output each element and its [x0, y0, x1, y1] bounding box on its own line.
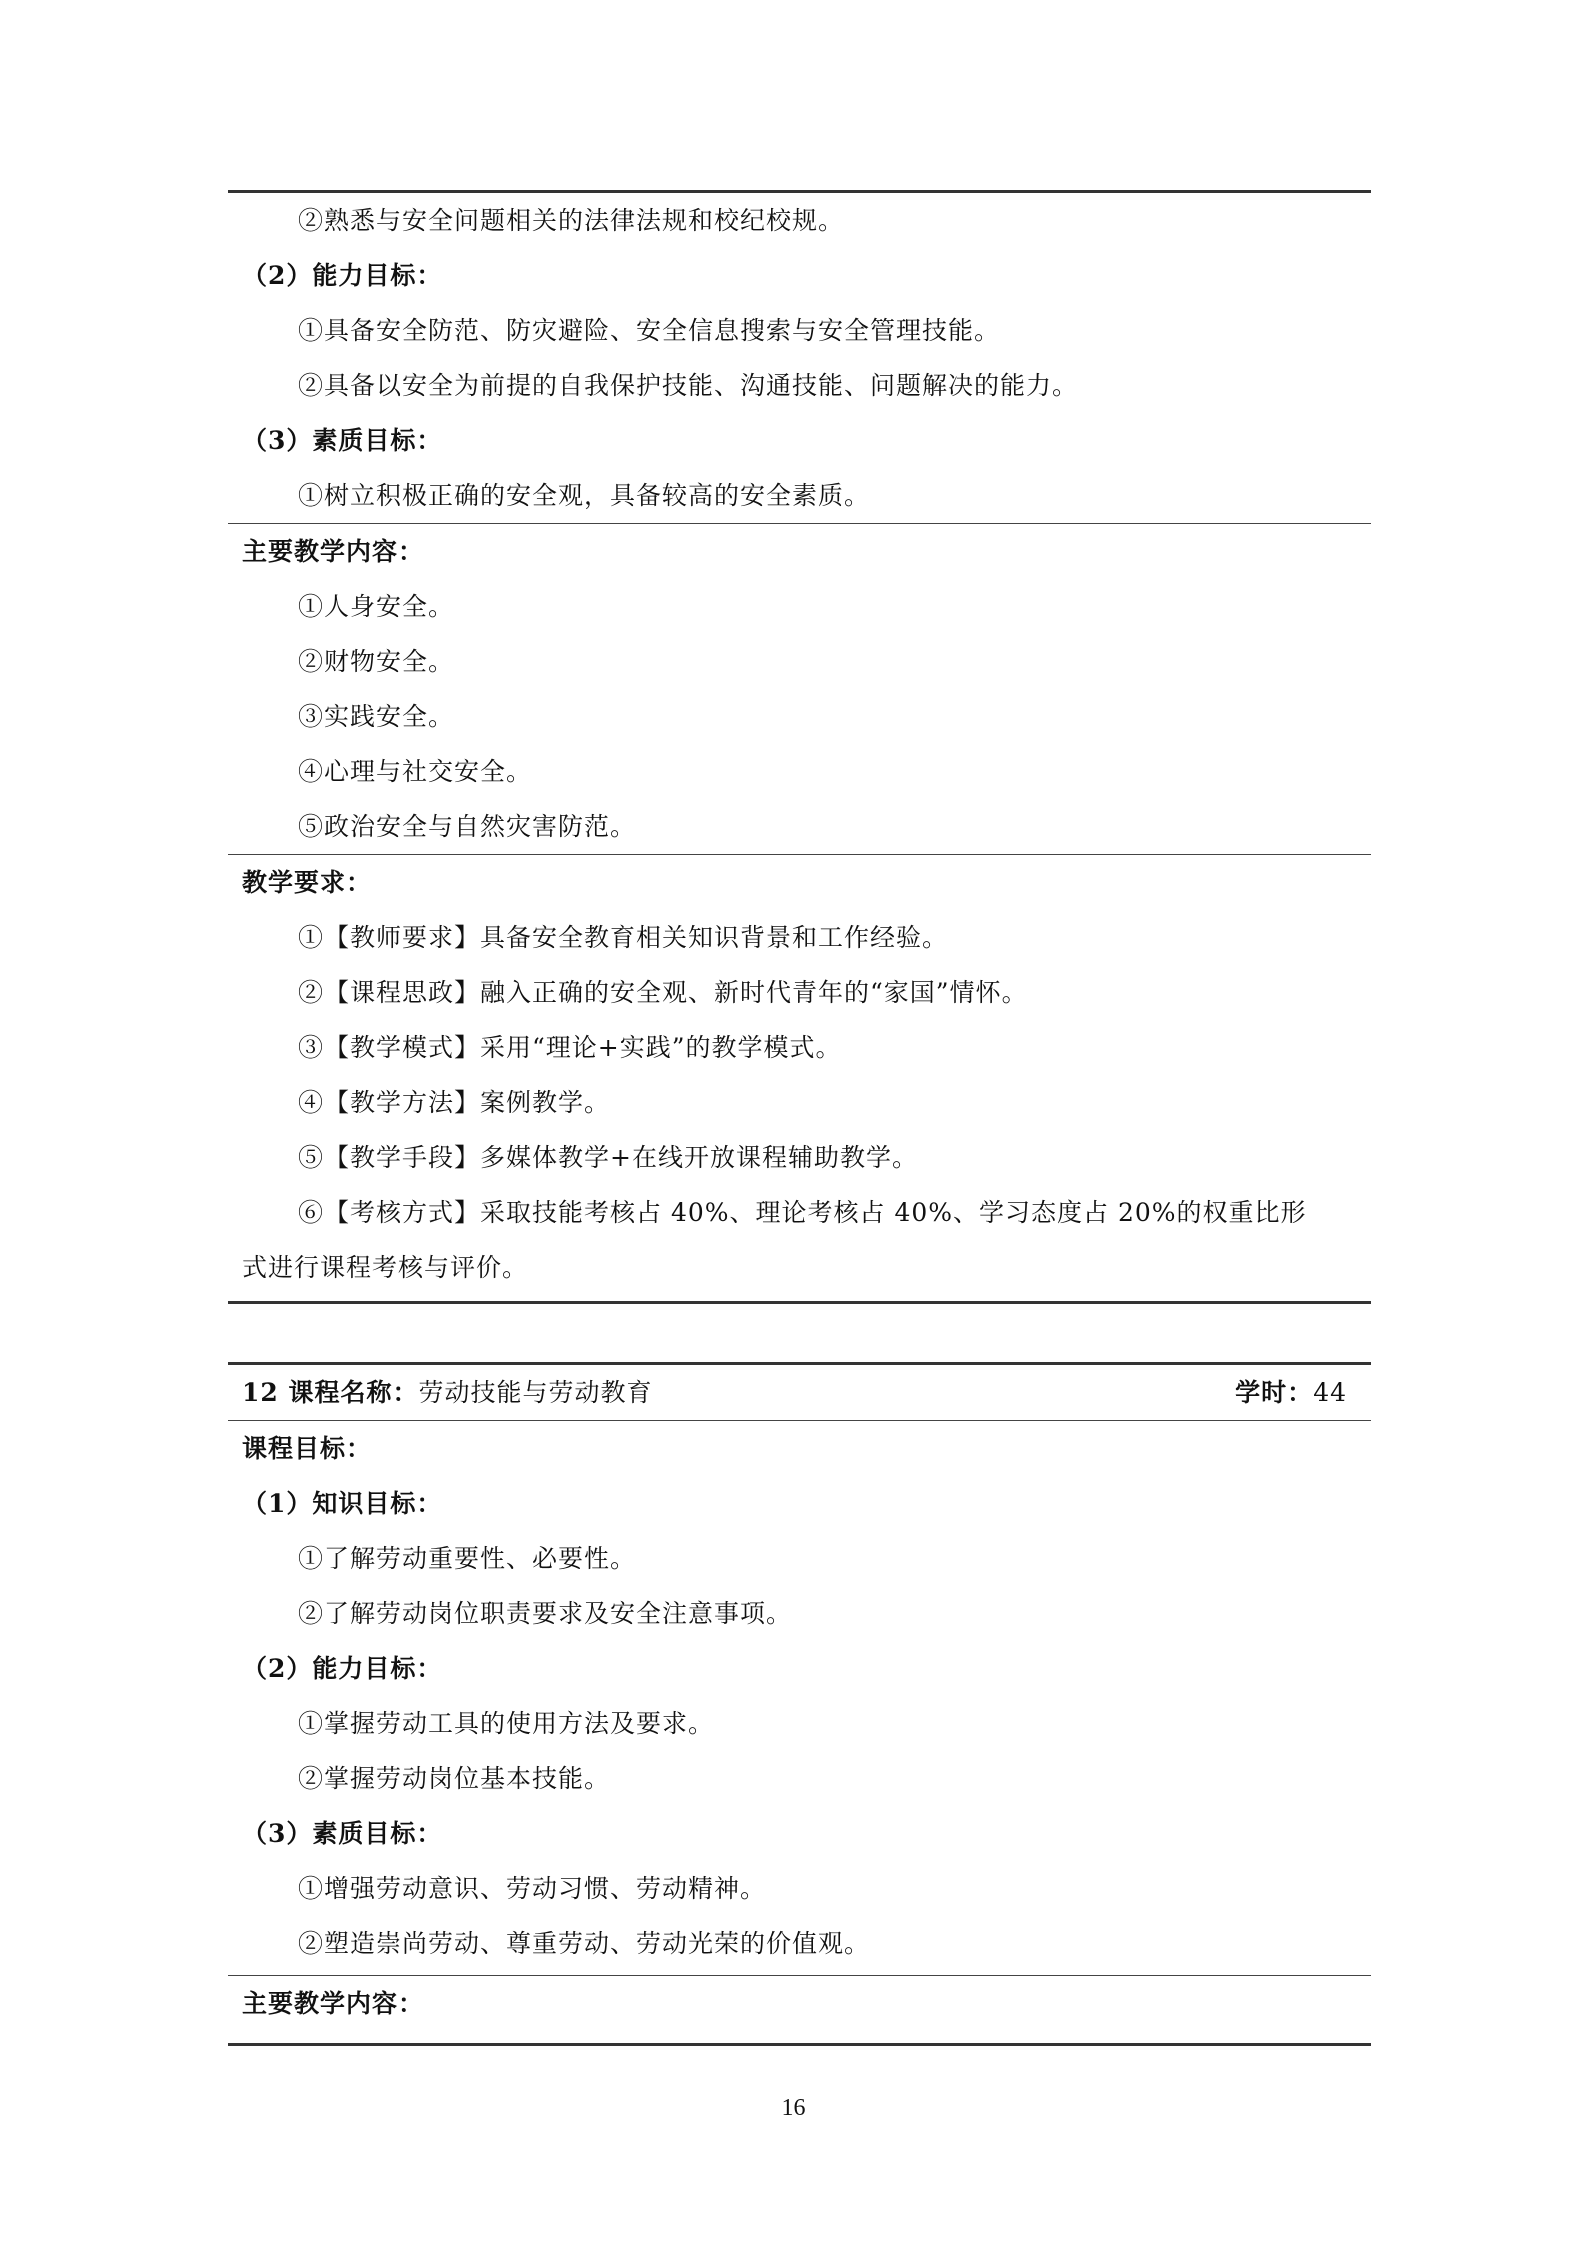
ability-item: ②掌握劳动岗位基本技能。 [298, 1764, 611, 1793]
requirement-item: ⑥【考核方式】采取技能考核占 40%、理论考核占 40%、学习态度占 20%的权重比形 [298, 1198, 1307, 1227]
knowledge-item: ①了解劳动重要性、必要性。 [298, 1544, 637, 1573]
teaching-requirements-heading: 教学要求： [242, 868, 373, 897]
course-title-row [228, 1365, 1371, 1420]
knowledge-item: ②熟悉与安全问题相关的法律法规和校纪校规。 [298, 206, 845, 235]
requirement-item: ②【课程思政】融入正确的安全观、新时代青年的“家国”情怀。 [298, 978, 1028, 1007]
knowledge-goal-heading: （1）知识目标： [242, 1489, 443, 1518]
table-gap [228, 1304, 1371, 1362]
course-hours [1235, 1365, 1347, 1420]
document-page [228, 190, 1371, 2046]
ability-item: ①掌握劳动工具的使用方法及要求。 [298, 1709, 715, 1738]
quality-goal-heading: （3）素质目标： [242, 426, 443, 455]
content-item: ②财物安全。 [298, 647, 455, 676]
teaching-content-heading: 主要教学内容： [242, 537, 425, 566]
course-goal-heading: 课程目标： [242, 1434, 373, 1463]
ability-item: ①具备安全防范、防灾避险、安全信息搜索与安全管理技能。 [298, 316, 1001, 345]
requirement-item: ③【教学模式】采用“理论+实践”的教学模式。 [298, 1033, 842, 1062]
teaching-content-heading: 主要教学内容： [242, 1989, 425, 2018]
course-name-label: 12 课程名称： [242, 1378, 419, 1407]
hours-value: 44 [1313, 1378, 1347, 1407]
ability-item: ②具备以安全为前提的自我保护技能、沟通技能、问题解决的能力。 [298, 371, 1079, 400]
content-item: ⑤政治安全与自然灾害防范。 [298, 812, 637, 841]
course-title [242, 1365, 653, 1420]
ability-goal-heading: （2）能力目标： [242, 1654, 443, 1683]
content-item: ③实践安全。 [298, 702, 455, 731]
hours-label: 学时： [1235, 1378, 1314, 1407]
quality-item: ②塑造崇尚劳动、尊重劳动、劳动光荣的价值观。 [298, 1929, 871, 1958]
page-number: 16 [781, 2095, 806, 2121]
ability-goal-heading: （2）能力目标： [242, 261, 443, 290]
course-name: 劳动技能与劳动教育 [418, 1378, 653, 1407]
requirement-item-continuation: 式进行课程考核与评价。 [242, 1253, 529, 1282]
knowledge-item: ②了解劳动岗位职责要求及安全注意事项。 [298, 1599, 793, 1628]
requirement-item: ⑤【教学手段】多媒体教学+在线开放课程辅助教学。 [298, 1143, 918, 1172]
content-item: ④心理与社交安全。 [298, 757, 533, 786]
quality-item: ①树立积极正确的安全观，具备较高的安全素质。 [298, 481, 871, 510]
table-bottom-border [228, 2043, 1371, 2046]
quality-item: ①增强劳动意识、劳动习惯、劳动精神。 [298, 1874, 767, 1903]
content-item: ①人身安全。 [298, 592, 455, 621]
quality-goal-heading: （3）素质目标： [242, 1819, 443, 1848]
requirement-item: ④【教学方法】案例教学。 [298, 1088, 611, 1117]
requirement-item: ①【教师要求】具备安全教育相关知识背景和工作经验。 [298, 923, 949, 952]
